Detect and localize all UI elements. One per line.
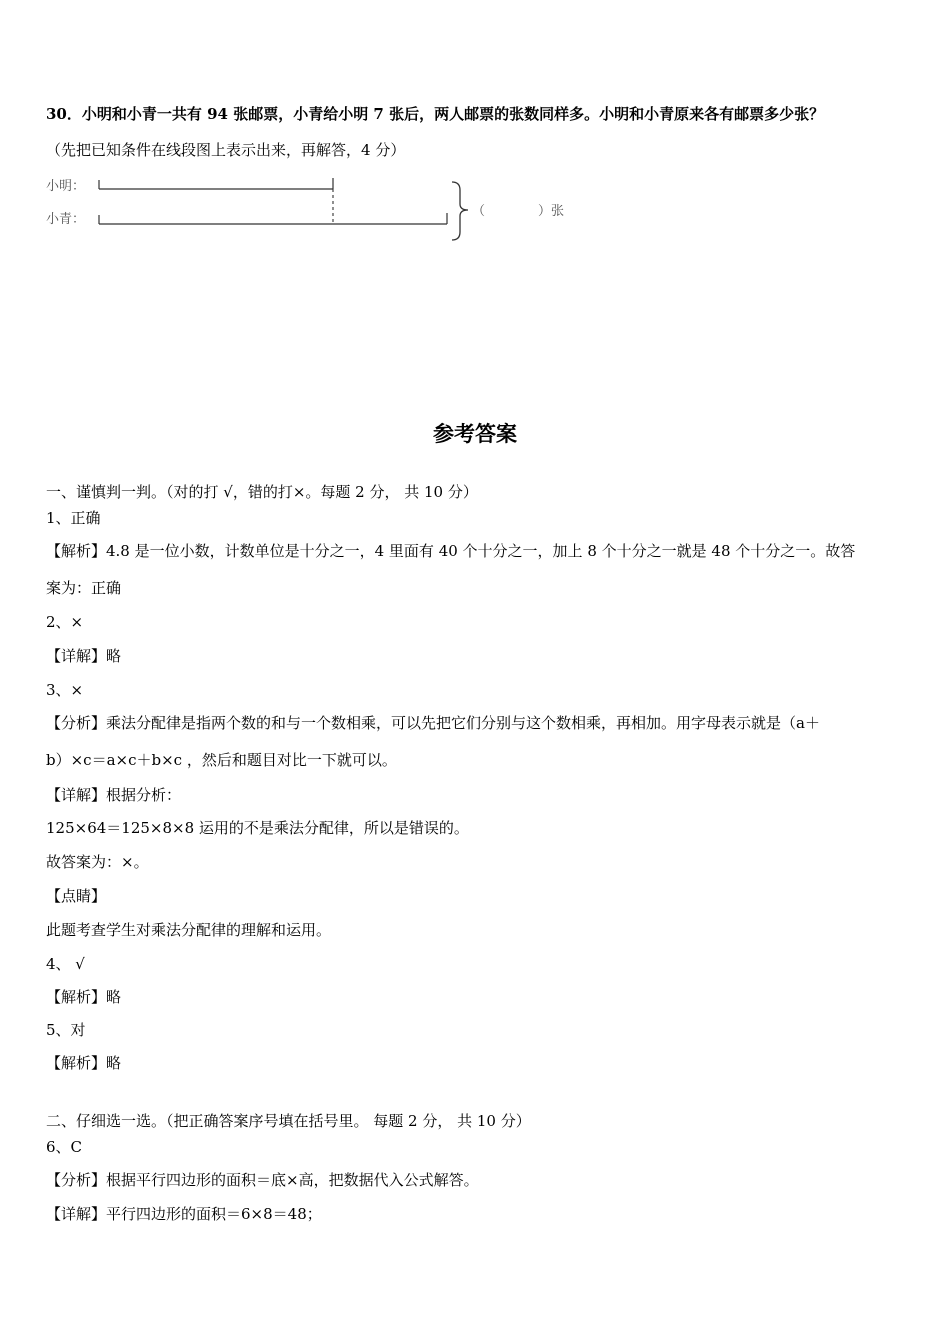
q1-analysis-line2: 案为：正确 <box>46 579 122 597</box>
label-xiaoqing: 小青： <box>46 212 86 227</box>
total-right-paren-unit: ）张 <box>538 204 565 219</box>
q5-answer: 5、对 <box>46 1021 86 1039</box>
q4-analysis: 【解析】略 <box>46 988 122 1006</box>
q3-detail-calculation: 125×64＝125×8×8 运用的不是乘法分配律，所以是错误的。 <box>46 819 469 837</box>
total-left-paren: （ <box>472 204 486 219</box>
brace <box>452 182 468 240</box>
section2-heading: 二、仔细选一选。（把正确答案序号填在括号里。 每题 2 分， 共 10 分） <box>46 1112 531 1130</box>
q3-answer: 3、× <box>46 681 84 699</box>
question-30-instruction: （先把已知条件在线段图上表示出来，再解答，4 分） <box>46 141 406 159</box>
q3-analysis-line1: 【分析】乘法分配律是指两个数的和与一个数相乘，可以先把它们分别与这个数相乘，再相加。用字母表示就是（a＋ <box>46 714 820 732</box>
segment-diagram <box>40 168 600 248</box>
section1-heading: 一、谨慎判一判。（对的打 √，错的打×。每题 2 分， 共 10 分） <box>46 483 478 501</box>
question-30-text: 30．小明和小青一共有 94 张邮票，小青给小明 7 张后，两人邮票的张数同样多。小明和小青原来各有邮票多少张？ <box>46 105 825 123</box>
q2-detail: 【详解】略 <box>46 647 122 665</box>
q3-final-answer: 故答案为：×。 <box>46 853 149 871</box>
q2-answer: 2、× <box>46 613 84 631</box>
q6-analysis: 【分析】根据平行四边形的面积＝底×高，把数据代入公式解答。 <box>46 1171 479 1189</box>
q1-answer: 1、正确 <box>46 509 101 527</box>
q5-analysis: 【解析】略 <box>46 1054 122 1072</box>
q3-point-text: 此题考查学生对乘法分配律的理解和运用。 <box>46 921 332 939</box>
q6-detail: 【详解】平行四边形的面积＝6×8＝48； <box>46 1205 322 1223</box>
q4-answer: 4、 √ <box>46 955 85 973</box>
label-xiaoming: 小明： <box>46 179 86 194</box>
q3-analysis-line2: b）×c＝a×c＋b×c ，然后和题目对比一下就可以。 <box>46 751 397 769</box>
answers-title: 参考答案 <box>433 422 517 446</box>
q3-detail: 【详解】根据分析： <box>46 786 182 804</box>
q3-point-heading: 【点睛】 <box>46 887 107 905</box>
q1-analysis-line1: 【解析】4.8 是一位小数，计数单位是十分之一，4 里面有 40 个十分之一，加上 8 个十分之一就是 48 个十分之一。故答 <box>46 542 856 560</box>
q6-answer: 6、C <box>46 1138 83 1156</box>
